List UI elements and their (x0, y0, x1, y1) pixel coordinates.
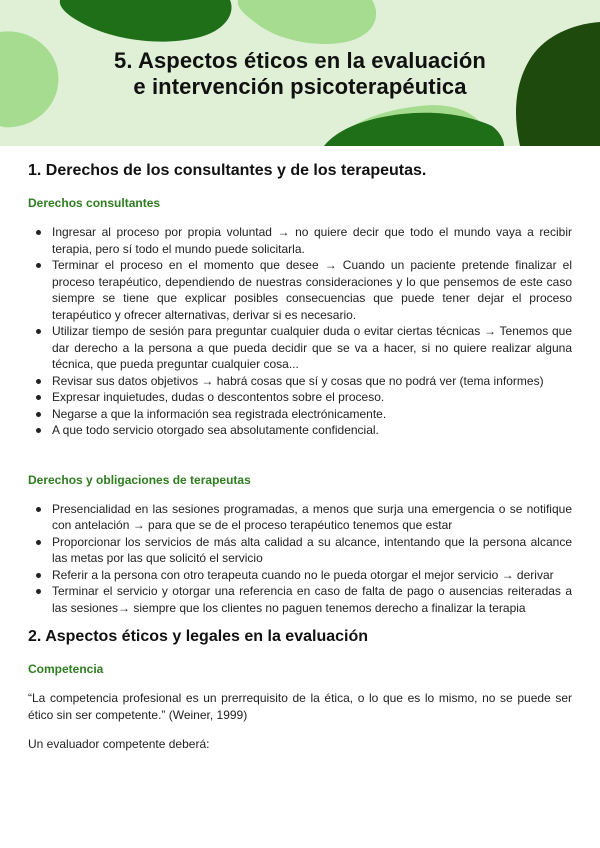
list-item: Expresar inquietudes, dudas o descontentos sobre el proceso. (28, 389, 572, 406)
title-line-2: e intervención psicoterapéutica (133, 74, 467, 99)
list-item: Terminar el proceso en el momento que desee → Cuando un paciente pretende finalizar el proceso terapéutico, dependiendo de nuestras consideraciones y lo que pensemos de este caso siempre se tiene que explicar posibles consecuencias que puede tener dejar el proceso terapéutico y ofrecer alternativas, derivar si es necesario. (28, 257, 572, 323)
section-2-heading: 2. Aspectos éticos y legales en la evaluación (28, 628, 369, 645)
subsection-therapist-rights-title: Derechos y obligaciones de terapeutas (28, 472, 251, 487)
list-item: Terminar el servicio y otorgar una referencia en caso de falta de pago o ausencias reiteradas a las sesiones→ siempre que los clientes no paguen tenemos derecho a finalizar la terapia (28, 583, 572, 616)
list-item: A que todo servicio otorgado sea absolutamente confidencial. (28, 422, 572, 439)
list-item: Proporcionar los servicios de más alta calidad a su alcance, intentando que la persona alcance las metas por las que solicitó el servicio (28, 534, 572, 567)
client-rights-list (28, 224, 572, 439)
subsection-client-rights-title: Derechos consultantes (28, 196, 161, 210)
list-item: Ingresar al proceso por propia voluntad → no quiere decir que todo el mundo vaya a recibir terapia, pero sí todo el mundo puede solicitarla. (28, 224, 572, 257)
section-1-heading: 1. Derechos de los consultantes y de los terapeutas. (28, 162, 427, 179)
page-header (0, 0, 600, 146)
page-title (0, 48, 600, 100)
list-item: Negarse a que la información sea registrada electrónicamente. (28, 406, 572, 423)
title-line-1: 5. Aspectos éticos en la evaluación (114, 48, 486, 73)
competent-evaluator-text: Un evaluador competente deberá: (28, 737, 210, 751)
therapist-rights-list (28, 501, 572, 617)
list-item: Revisar sus datos objetivos → habrá cosas que sí y cosas que no podrá ver (tema informes) (28, 373, 572, 390)
list-item: Utilizar tiempo de sesión para preguntar cualquier duda o evitar ciertas técnicas → Tenemos que dar derecho a la persona a que pueda decidir que se va a hacer, si no quiere realizar alguna técnica, que pueda preguntar cualquier cosa... (28, 323, 572, 373)
subsection-competence-title: Competencia (28, 662, 104, 676)
document-body (28, 162, 572, 753)
competence-quote: “La competencia profesional es un prerrequisito de la ética, o lo que es lo mismo, no se puede ser ético sin ser competente.” (Weiner, 1999) (28, 691, 572, 722)
list-item: Presencialidad en las sesiones programadas, a menos que surja una emergencia o se notifique con antelación → para que se de el proceso terapéutico tenemos que estar (28, 501, 572, 534)
list-item: Referir a la persona con otro terapeuta cuando no le pueda otorgar el mejor servicio → derivar (28, 567, 572, 584)
